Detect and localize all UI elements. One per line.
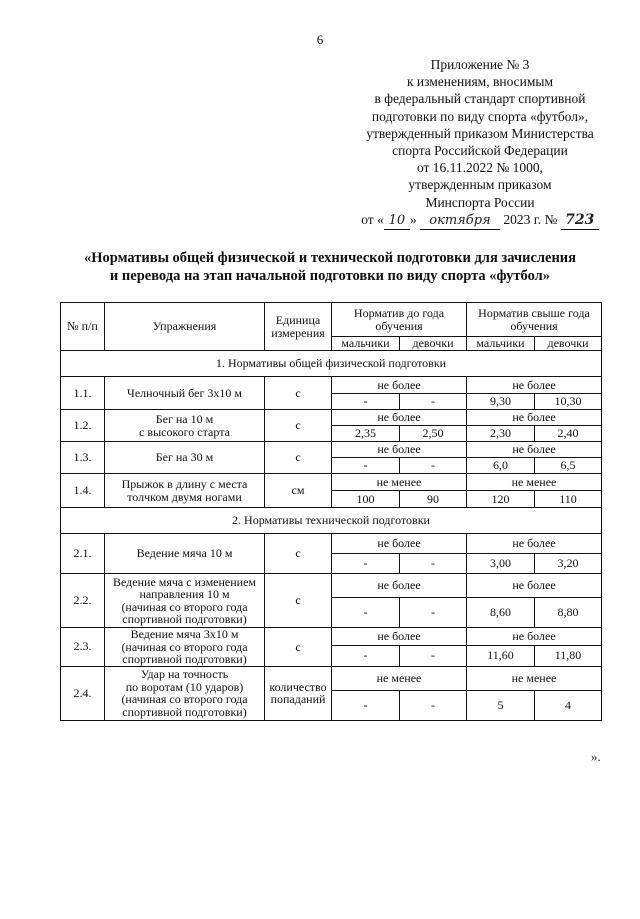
header-girls: девочки — [535, 337, 602, 351]
date-mid: » — [409, 211, 417, 227]
appendix-header — [340, 56, 620, 230]
unit: с — [265, 628, 332, 667]
table-row — [61, 474, 602, 491]
exercise-name: Челночный бег 3х10 м — [105, 377, 265, 410]
header-exercise: Упражнения — [105, 303, 265, 351]
before-girls-value: 90 — [400, 491, 467, 508]
row-number: 1.3. — [61, 442, 105, 474]
section-title: 2. Нормативы технической подготовки — [61, 508, 602, 534]
norms-table — [60, 302, 602, 721]
document-title — [60, 249, 600, 285]
unit: с — [265, 574, 332, 628]
norm-before-label: не более — [332, 377, 467, 394]
unit: количество попаданий — [265, 666, 332, 720]
date-prefix: от « — [361, 211, 384, 227]
after-boys-value: 2,30 — [467, 426, 535, 442]
exercise-name: Прыжок в длину с места толчком двумя ногами — [105, 474, 265, 508]
section-title: 1. Нормативы общей физической подготовки — [61, 351, 602, 377]
after-boys-value: 120 — [467, 491, 535, 508]
title-line-2: и перевода на этап начальной подготовки по виду спорта «футбол» — [109, 268, 551, 284]
exercise-name: Бег на 30 м — [105, 442, 265, 474]
before-girls-value: - — [400, 690, 467, 720]
appendix-line: спорта Российской Федерации — [392, 143, 568, 159]
after-boys-value: 8,60 — [467, 598, 535, 628]
norm-before-label: не менее — [332, 666, 467, 690]
closing-quote: ». — [591, 749, 601, 764]
before-girls-value: - — [400, 458, 467, 474]
handwritten-order-number: 723 — [561, 212, 599, 230]
section-row — [61, 351, 602, 377]
before-boys-value: 100 — [332, 491, 400, 508]
header-unit: Единица измерения — [265, 303, 332, 351]
norms-body — [61, 351, 602, 721]
before-boys-value: - — [332, 394, 400, 410]
norm-before-label: не менее — [332, 474, 467, 491]
table-row — [61, 628, 602, 646]
year-text: 2023 г. № — [503, 211, 558, 227]
before-girls-value: - — [400, 394, 467, 410]
norm-before-label: не более — [332, 628, 467, 646]
before-boys-value: - — [332, 690, 400, 720]
page-number: 6 — [316, 32, 324, 47]
before-boys-value: - — [332, 646, 400, 666]
after-girls-value: 11,80 — [535, 646, 602, 666]
exercise-name: Ведение мяча 10 м — [105, 534, 265, 574]
exercise-name: Ведение мяча 3х10 м (начиная со второго года спортивной подготовки) — [105, 628, 265, 667]
order-date-line — [340, 211, 620, 230]
appendix-line: в федеральный стандарт спортивной — [374, 91, 586, 107]
norm-after-label: не менее — [467, 474, 602, 491]
unit: с — [265, 534, 332, 574]
before-girls-value: - — [400, 554, 467, 574]
after-boys-value: 9,30 — [467, 394, 535, 410]
before-girls-value: - — [400, 598, 467, 628]
after-girls-value: 3,20 — [535, 554, 602, 574]
norm-before-label: не более — [332, 442, 467, 458]
before-girls-value: - — [400, 646, 467, 666]
row-number: 2.1. — [61, 534, 105, 574]
after-boys-value: 11,60 — [467, 646, 535, 666]
norm-after-label: не более — [467, 534, 602, 554]
row-number: 2.2. — [61, 574, 105, 628]
norm-before-label: не более — [332, 534, 467, 554]
appendix-line: утвержденный приказом Министерства — [366, 125, 594, 141]
after-boys-value: 3,00 — [467, 554, 535, 574]
before-boys-value: 2,35 — [332, 426, 400, 442]
header-num: № п/п — [61, 303, 105, 351]
row-number: 1.1. — [61, 377, 105, 410]
section-row — [61, 508, 602, 534]
norm-after-label: не более — [467, 628, 602, 646]
after-girls-value: 2,40 — [535, 426, 602, 442]
exercise-name: Ведение мяча с изменением направления 10 м (начиная со второго года спортивной подготовки) — [105, 574, 265, 628]
row-number: 2.4. — [61, 666, 105, 720]
after-boys-value: 5 — [467, 690, 535, 720]
header-boys: мальчики — [467, 337, 535, 351]
norm-after-label: не менее — [467, 666, 602, 690]
row-number: 1.2. — [61, 410, 105, 442]
unit: с — [265, 442, 332, 474]
header-norm-before: Норматив до года обучения — [332, 303, 467, 337]
after-girls-value: 8,80 — [535, 598, 602, 628]
row-number: 2.3. — [61, 628, 105, 667]
appendix-line: Приложение № 3 — [430, 57, 530, 72]
after-girls-value: 110 — [535, 491, 602, 508]
appendix-line: от 16.11.2022 № 1000, — [416, 160, 544, 176]
exercise-name: Бег на 10 м с высокого старта — [105, 410, 265, 442]
appendix-line: подготовки по виду спорта «футбол», — [371, 108, 589, 124]
norm-after-label: не более — [467, 377, 602, 394]
title-line-1: «Нормативы общей физической и технической подготовки для зачисления — [83, 250, 577, 266]
exercise-name: Удар на точность по воротам (10 ударов) (начиная со второго года спортивной подготовки) — [105, 666, 265, 720]
unit: с — [265, 377, 332, 410]
appendix-line: утвержденным приказом — [408, 177, 552, 193]
handwritten-month: октября — [420, 212, 500, 230]
after-girls-value: 4 — [535, 690, 602, 720]
appendix-line: к изменениям, вносимым — [406, 74, 554, 90]
after-girls-value: 6,5 — [535, 458, 602, 474]
before-boys-value: - — [332, 458, 400, 474]
after-boys-value: 6,0 — [467, 458, 535, 474]
before-boys-value: - — [332, 554, 400, 574]
norm-after-label: не более — [467, 574, 602, 598]
unit: с — [265, 410, 332, 442]
before-girls-value: 2,50 — [400, 426, 467, 442]
table-row — [61, 574, 602, 598]
header-norm-after: Норматив свыше года обучения — [467, 303, 602, 337]
header-girls: девочки — [400, 337, 467, 351]
norm-after-label: не более — [467, 410, 602, 426]
table-row — [61, 410, 602, 426]
handwritten-day: 10 — [384, 212, 410, 230]
norm-before-label: не более — [332, 574, 467, 598]
header-boys: мальчики — [332, 337, 400, 351]
table-row — [61, 442, 602, 458]
unit: см — [265, 474, 332, 508]
after-girls-value: 10,30 — [535, 394, 602, 410]
norm-after-label: не более — [467, 442, 602, 458]
row-number: 1.4. — [61, 474, 105, 508]
table-row — [61, 377, 602, 394]
table-row — [61, 534, 602, 554]
norm-before-label: не более — [332, 410, 467, 426]
appendix-line: Минспорта России — [425, 194, 535, 210]
before-boys-value: - — [332, 598, 400, 628]
table-row — [61, 666, 602, 690]
